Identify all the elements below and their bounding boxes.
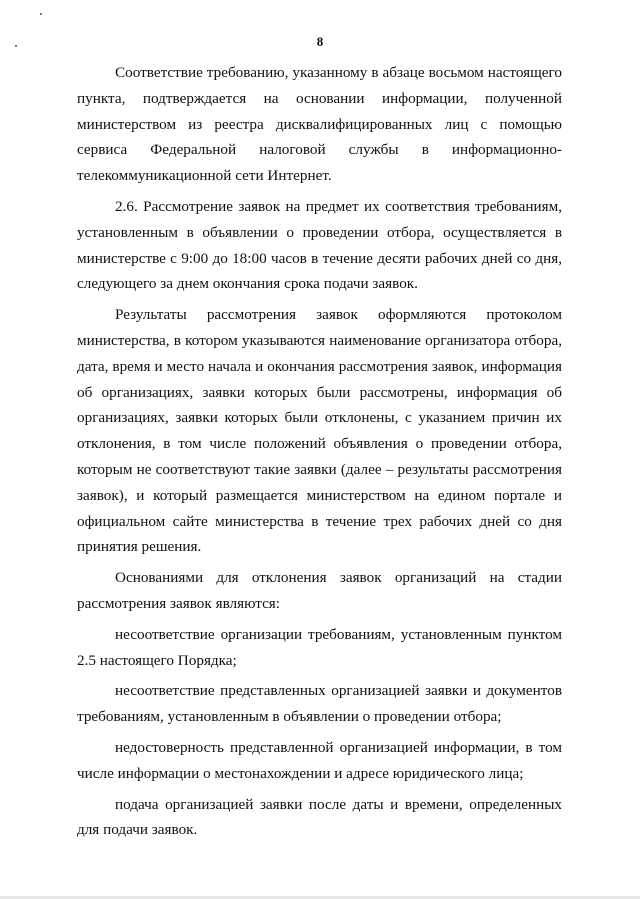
rejection-ground-item: подача организацией заявки после даты и времени, определенных для подачи заявок. [77,795,562,839]
paragraph-rejection-grounds-intro: Основаниями для отклонения заявок организаций на стадии рассмотрения заявок являются: [77,569,562,612]
document-body [77,60,562,848]
scan-speck [40,13,42,15]
page-number: 8 [316,34,324,49]
rejection-ground-item: несоответствие представленных организацией заявки и документов требованиям, установленным в объявлении о проведении отбора; [77,682,562,726]
paragraph-requirement-confirmation: Соответствие требованию, указанному в абзаце восьмом настоящего пункта, подтверждается на основании информации, полученной министерством из реестра дисквалифицированных лиц с помощью сервиса Федеральной налоговой службы в информационно-телекоммуникационной сети Интернет. [77,64,562,185]
rejection-ground-item: несоответствие организации требованиям, установленным пунктом 2.5 настоящего Порядка; [77,625,562,669]
rejection-ground-item: недостоверность представленной организацией информации, в том числе информации о местонахождении и адресе юридического лица; [77,738,562,782]
paragraph-2-6-review: 2.6. Рассмотрение заявок на предмет их соответствия требованиям, установленным в объявлении о проведении отбора, осуществляется в министерстве с 9:00 до 18:00 часов в течение десяти рабочих дней со дня, следующего за днем окончания срока подачи заявок. [77,197,562,293]
paragraph-review-results: Результаты рассмотрения заявок оформляются протоколом министерства, в котором указываются наименование организатора отбора, дата, время и место начала и окончания рассмотрения заявок, информация об организациях, заявки которых были рассмотрены, информация об организациях, заявки которых были отклонены, с указанием причин их отклонения, в том числе положений объявления о проведении отбора, которым не соответствуют такие заявки (далее – результаты рассмотрения заявок), и который размещается министерством на едином портале и официальном сайте министерства в течение трех рабочих дней со дня принятия решения. [77,306,562,556]
